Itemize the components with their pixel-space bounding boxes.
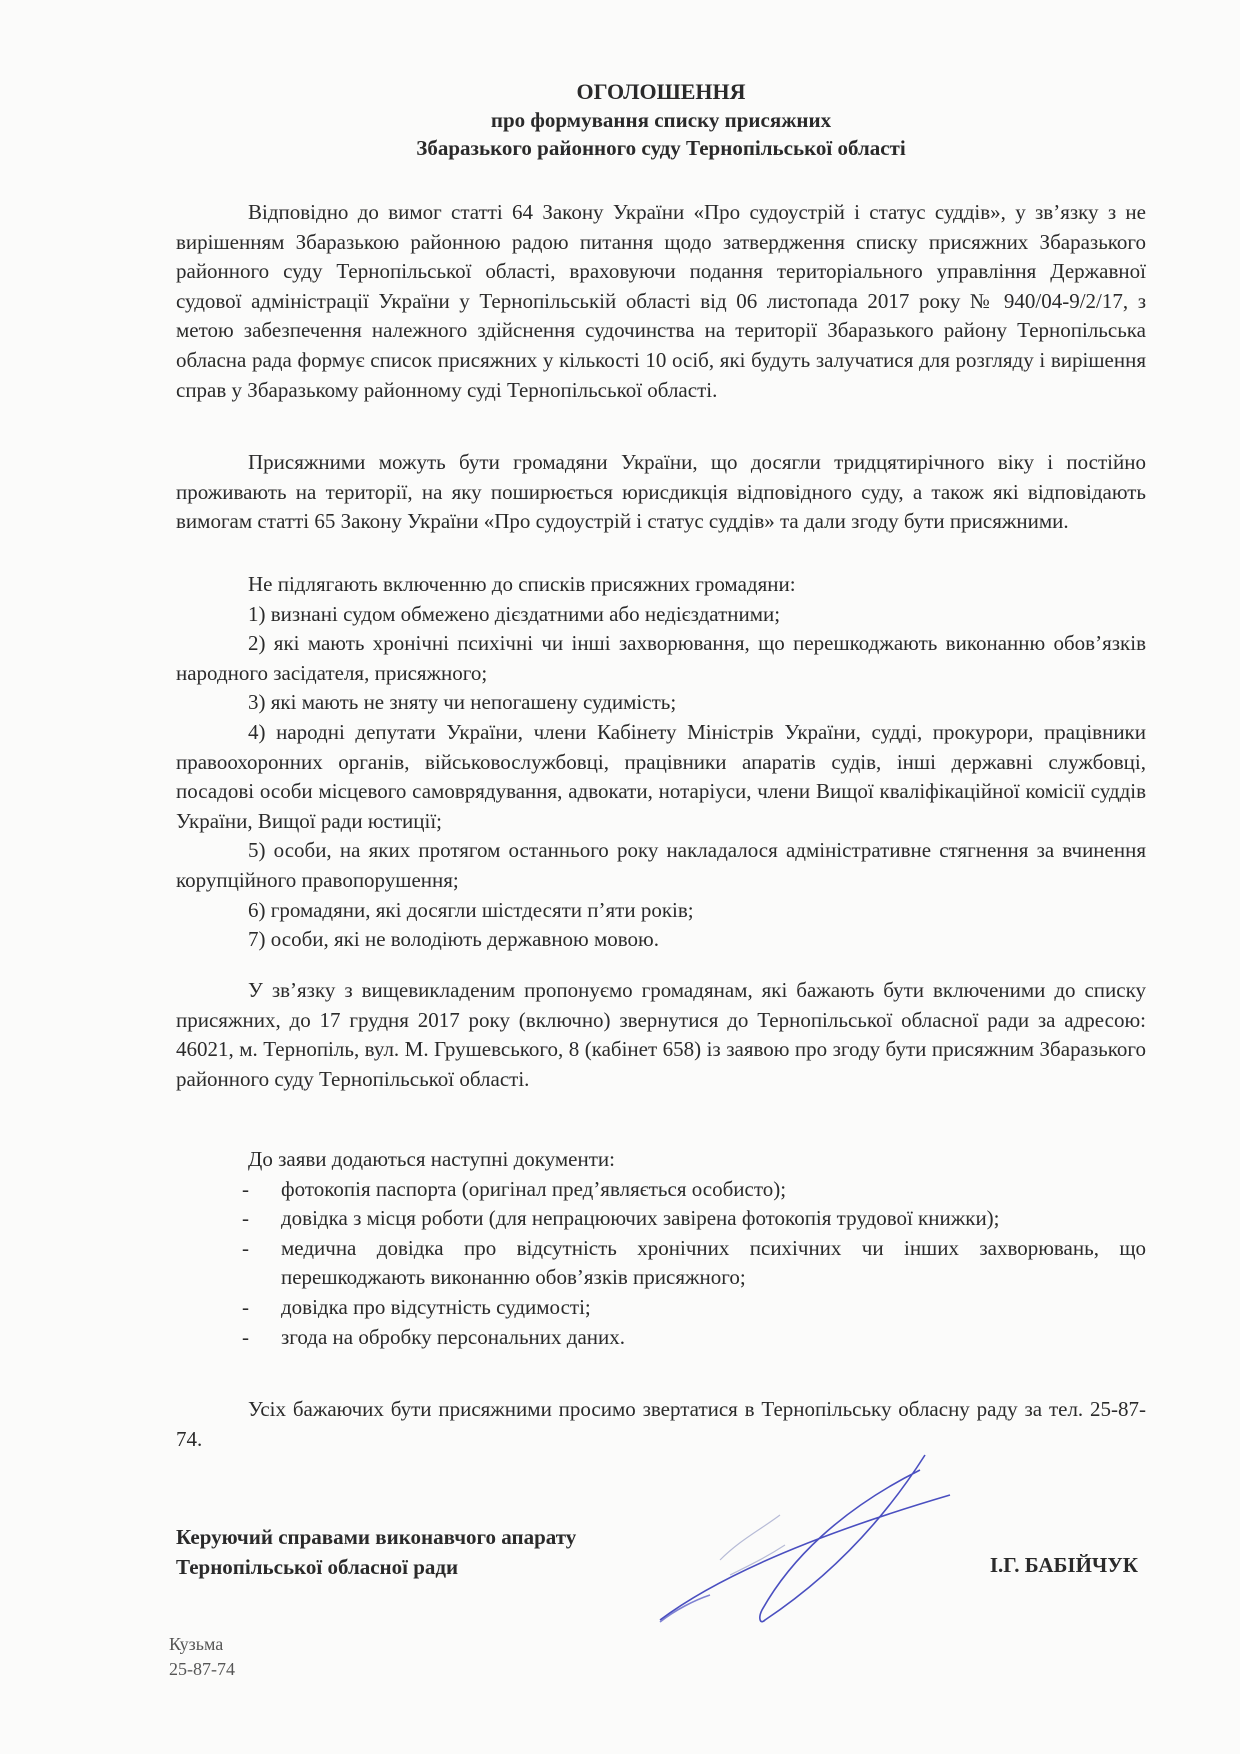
- signatory-name: І.Г. БАБІЙЧУК: [989, 1553, 1138, 1577]
- list-item: - фотокопія паспорта (оригінал пред’являється особисто);: [176, 1175, 1146, 1205]
- paragraph-text: Усіх бажаючих бути присяжними просимо звертатися в Тернопільську обласну раду за тел. 25-87-74.: [176, 1397, 1146, 1451]
- subtitle: про формування списку присяжних: [490, 108, 832, 132]
- paragraph-text: Відповідно до вимог статті 64 Закону України «Про судоустрій і статус суддів», у зв’язку з не вирішенням Збаразькою районною радою питання щодо затвердження списку присяжних Збаразького районного суду Тернопільської області, враховуючи подання територіального управління Державної судової адміністрації України у Тернопільській області від 06 листопада 2017 року № 940/04-9/2/17, з метою забезпечення належного здійснення судочинства на території Збаразького району Тернопільська обласна рада формує список присяжних у кількості 10 осіб, які будуть залучатися для розгляду і вирішення справ у Збаразькому районному суді Тернопільської області.: [176, 200, 1146, 402]
- paragraph-eligibility: [176, 448, 1146, 537]
- paragraph-contact: [176, 1395, 1146, 1454]
- list-item: 5) особи, на яких протягом останнього року накладалося адміністративне стягнення за вчинення корупційного правопорушення;: [176, 838, 1146, 892]
- paragraph-text: У зв’язку з вищевикладеним пропонуємо громадянам, які бажають бути включеними до списку присяжних, до 17 грудня 2017 року (включно) звернутися до Тернопільської обласної ради за адресою: 46021, м. Тернопіль, вул. М. Грушевського, 8 (кабінет 658) із заявою про згоду бути присяжним Збаразького районного суду Тернопільської області.: [176, 978, 1146, 1091]
- paragraph-application: [176, 976, 1146, 1094]
- list-item: 6) громадяни, які досягли шістдесяти п’яти років;: [248, 897, 694, 922]
- header: [176, 78, 1146, 162]
- executor-name: Кузьма: [169, 1634, 224, 1654]
- executor-info: [169, 1632, 235, 1682]
- documents-list: [176, 1145, 1146, 1352]
- executor-phone: 25-87-74: [169, 1659, 235, 1679]
- paragraph-legal-basis: [176, 198, 1146, 405]
- list-item: - згода на обробку персональних даних.: [176, 1323, 1146, 1353]
- position-line: Керуючий справами виконавчого апарату: [176, 1525, 577, 1549]
- page-title: ОГОЛОШЕННЯ: [576, 79, 746, 104]
- list-intro: До заяви додаються наступні документи:: [248, 1147, 615, 1171]
- list-item: - довідка про відсутність судимості;: [176, 1293, 1146, 1323]
- subtitle: Збаразького районного суду Тернопільської області: [416, 136, 906, 160]
- list-item: 7) особи, які не володіють державною мовою.: [248, 927, 659, 952]
- handwritten-signature: [640, 1450, 960, 1630]
- list-item: 2) які мають хронічні психічні чи інші захворювання, що перешкоджають виконанню обов’язків народного засідателя, присяжного;: [176, 631, 1146, 685]
- paragraph-text: Присяжними можуть бути громадяни України, що досягли тридцятирічного віку і постійно проживають на території, на яку поширюється юрисдикція відповідного суду, а також які відповідають вимогам статті 65 Закону України «Про судоустрій і статус суддів» та дали згоду бути присяжними.: [176, 450, 1146, 534]
- exclusions-list: [176, 570, 1146, 955]
- list-item: - довідка з місця роботи (для непрацюючих завірена фотокопія трудової книжки);: [176, 1204, 1146, 1234]
- position-line: Тернопільської обласної ради: [176, 1554, 459, 1579]
- list-item: 4) народні депутати України, члени Кабінету Міністрів України, судді, прокурори, працівники правоохоронних органів, військовослужбовці, працівники апаратів судів, інші державні службовці, посадові особи місцевого самоврядування, адвокати, нотаріуси, члени Вищої кваліфікаційної комісії суддів України, Вищої ради юстиції;: [176, 719, 1146, 833]
- list-item: - медична довідка про відсутність хронічних психічних чи інших захворювань, що перешкоджають виконанню обов’язків присяжного;: [176, 1234, 1146, 1293]
- list-item: 1) визнані судом обмежено дієздатними або недієздатними;: [248, 601, 781, 626]
- list-intro: Не підлягають включенню до списків присяжних громадяни:: [248, 572, 796, 596]
- list-item: 3) які мають не зняту чи непогашену судимість;: [248, 690, 677, 715]
